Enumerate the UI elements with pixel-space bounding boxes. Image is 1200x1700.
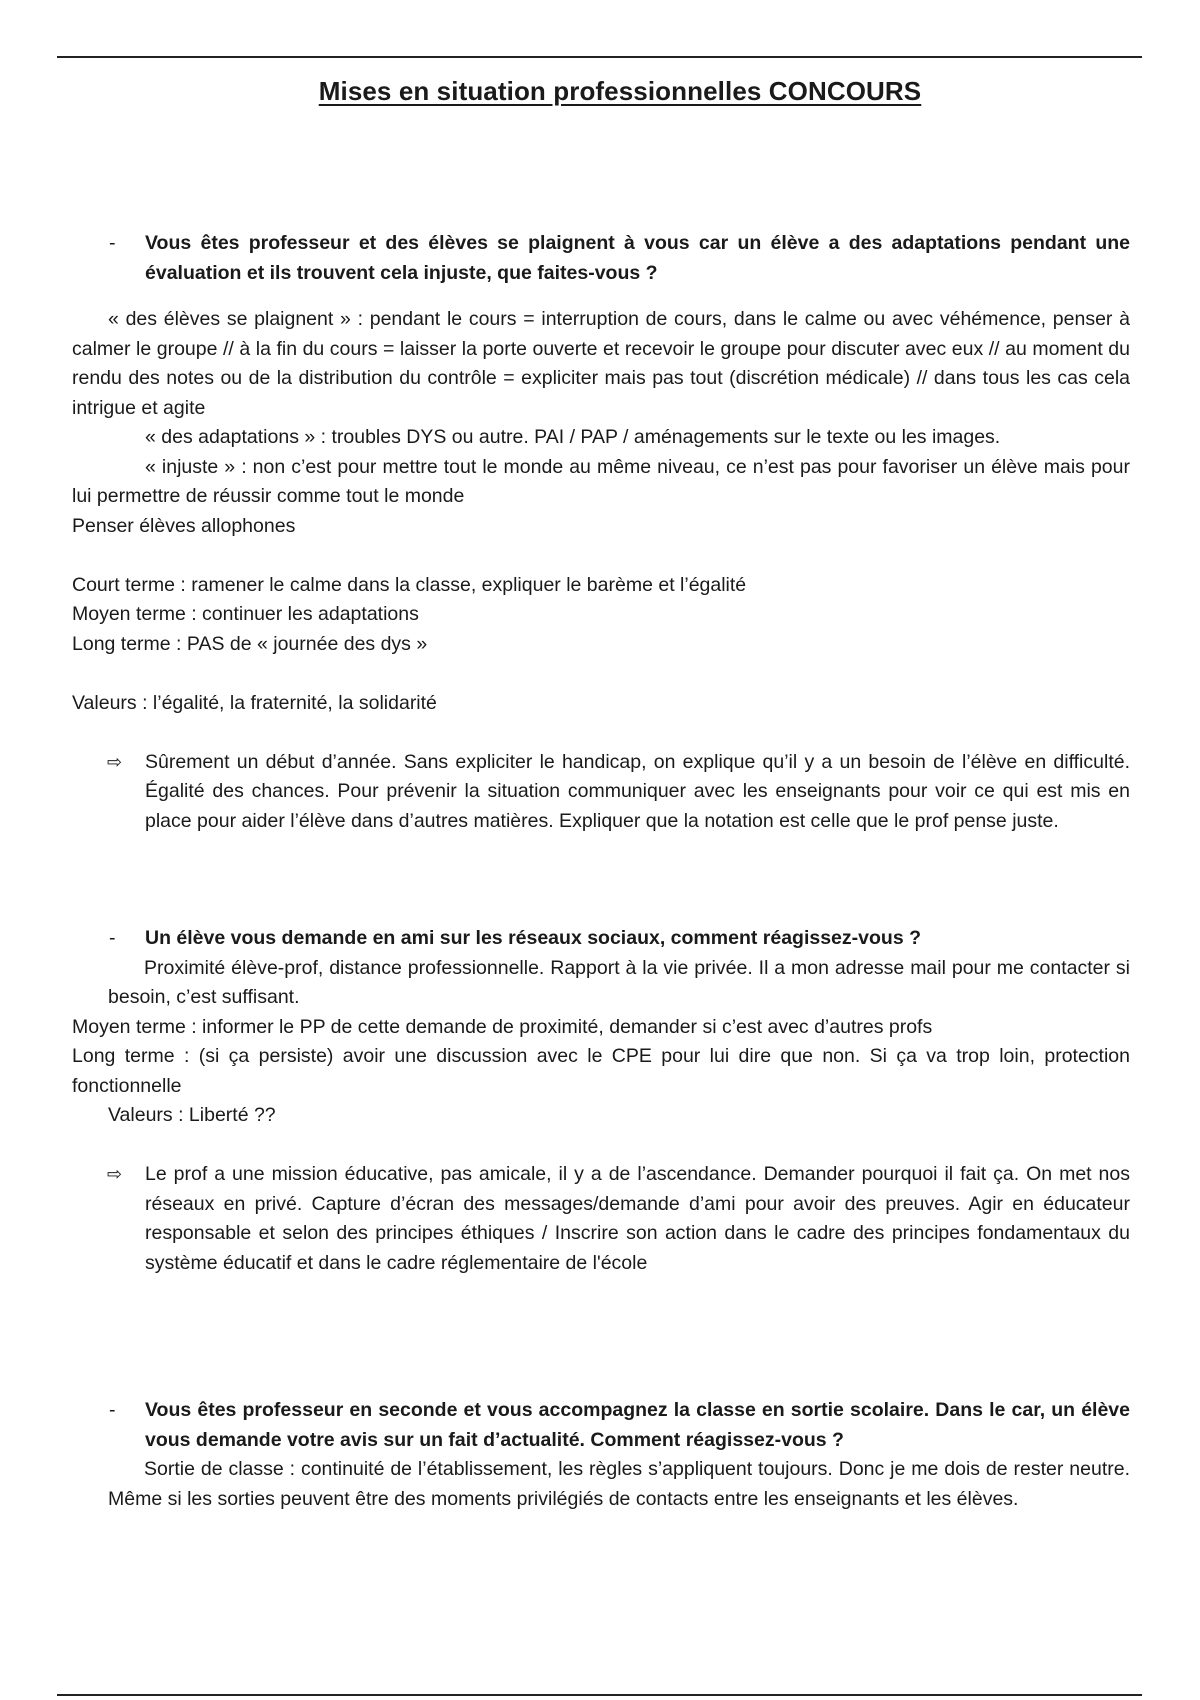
s2-moyen-terme: Moyen terme : informer le PP de cette demande de proximité, demander si c’est avec d’autres profs [72, 1015, 933, 1038]
s1-para-2: « des adaptations » : troubles DYS ou autre. PAI / PAP / aménagements sur le texte ou les images. [145, 426, 1001, 448]
s1-para-4: Penser élèves allophones [72, 514, 296, 537]
s1-valeurs: Valeurs : l’égalité, la fraternité, la solidarité [72, 691, 437, 714]
s1-court-terme: Court terme : ramener le calme dans la classe, expliquer le barème et l’égalité [72, 573, 747, 596]
s3-para-1: Sortie de classe : continuité de l’établissement, les règles s’appliquent toujours. Donc je me dois de rester neutre. Même si les sorties peuvent être des moments privilégiés de contacts entre les enseignants et les élèves. [108, 1458, 1130, 1510]
question-3 [109, 1396, 1130, 1455]
s1-arrow-note [107, 748, 1130, 837]
s1-para-3: « injuste » : non c’est pour mettre tout le monde au même niveau, ce n’est pas pour favoriser un élève mais pour lui permettre de réussir comme tout le monde [72, 455, 1130, 507]
question-1-text: Vous êtes professeur et des élèves se plaignent à vous car un élève a des adaptations pendant une évaluation et ils trouvent cela injuste, que faites-vous ? [145, 232, 1130, 284]
s2-arrow-note [107, 1160, 1130, 1278]
dash-bullet: - [109, 232, 116, 254]
s1-arrow-text: Sûrement un début d’année. Sans expliciter le handicap, on explique qu’il y a un besoin de l’élève en difficulté. Égalité des chances. Pour prévenir la situation communiquer avec les enseignants pour voir ce qui est mis en place pour aider l’élève dans d’autres matières. Expliquer que la notation est celle que le prof pense juste. [145, 750, 1130, 832]
question-3-text: Vous êtes professeur en seconde et vous accompagnez la classe en sortie scolaire. Dans le car, un élève vous demande votre avis sur un fait d’actualité. Comment réagissez-vous ? [145, 1399, 1130, 1451]
s2-arrow-text: Le prof a une mission éducative, pas amicale, il y a de l’ascendance. Demander pourquoi il fait ça. On met nos réseaux en privé. Capture d’écran des messages/demande d’ami pour avoir des preuves. Agir en éducateur responsable et selon des principes éthiques / Inscrire son action dans le cadre des principes fondamentaux du système éducatif et dans le cadre réglementaire de l'école [145, 1163, 1130, 1274]
s2-valeurs: Valeurs : Liberté ?? [108, 1104, 276, 1126]
footer-rule [57, 1694, 1142, 1696]
question-2-text: Un élève vous demande en ami sur les réseaux sociaux, comment réagissez-vous ? [145, 927, 921, 949]
document-body [72, 229, 1130, 1514]
question-2 [109, 924, 1130, 954]
s1-long-terme: Long terme : PAS de « journée des dys » [72, 632, 428, 655]
s1-moyen-terme: Moyen terme : continuer les adaptations [72, 603, 419, 625]
s2-long-terme: Long terme : (si ça persiste) avoir une discussion avec le CPE pour lui dire que non. Si ça va trop loin, protection fonctionnelle [72, 1045, 1130, 1097]
s1-para-1: « des élèves se plaignent » : pendant le cours = interruption de cours, dans le calme ou avec véhémence, penser à calmer le groupe // à la fin du cours = laisser la porte ouverte et recevoir le groupe pour discuter avec eux // au moment du rendu des notes ou de la distribution du contrôle = expliciter mais pas tout (discrétion médicale) // dans tous les cas cela intrigue et agite [72, 308, 1130, 419]
header-rule [57, 56, 1142, 58]
s2-para-1: Proximité élève-prof, distance professionnelle. Rapport à la vie privée. Il a mon adresse mail pour me contacter si besoin, c’est suffisant. [108, 956, 1130, 1008]
dash-bullet: - [109, 1399, 116, 1421]
question-1 [109, 229, 1130, 288]
page-title: Mises en situation professionnelles CONCOURS [318, 76, 922, 106]
arrow-right-icon: ⇨ [107, 1164, 123, 1184]
dash-bullet: - [109, 927, 116, 949]
arrow-right-icon: ⇨ [107, 751, 123, 772]
